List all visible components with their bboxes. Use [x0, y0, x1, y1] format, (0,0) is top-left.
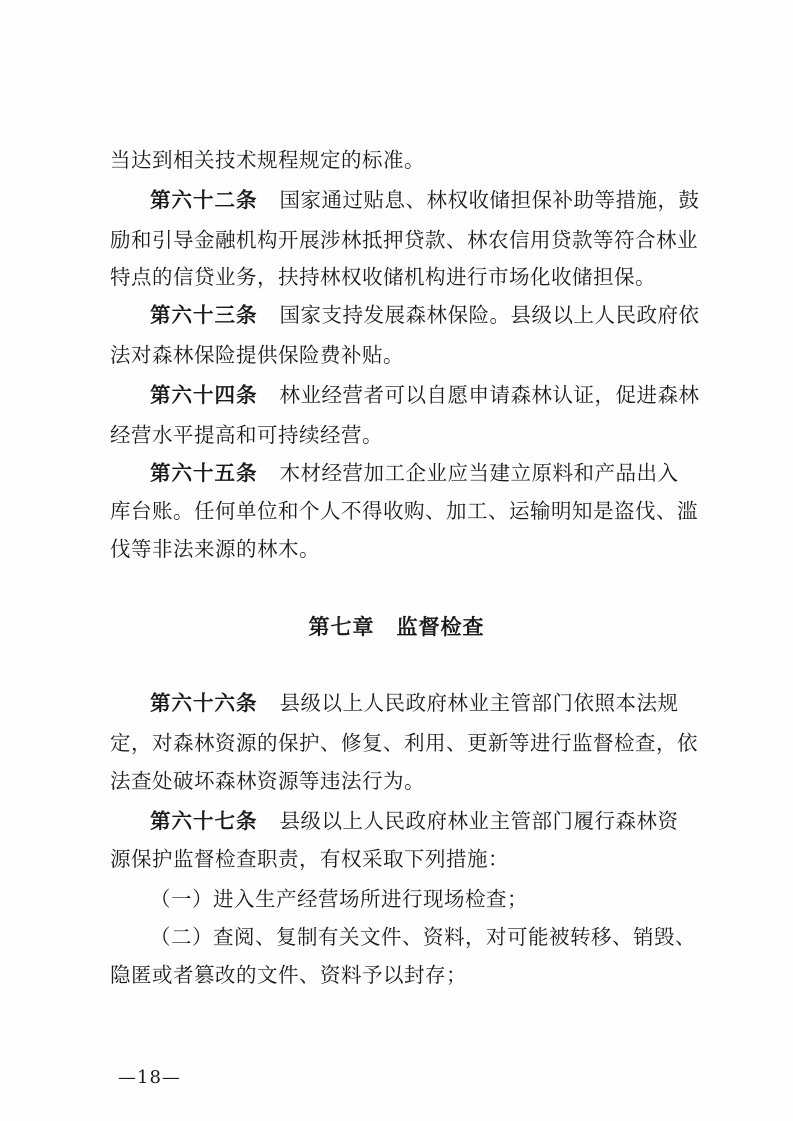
article-62-text: 特点的信贷业务，扶持林权收储机构进行市场化收储担保。: [110, 265, 656, 289]
chapter-number: 第七章: [308, 615, 375, 639]
article-65-text: 木材经营加工企业应当建立原料和产品出入: [279, 461, 679, 485]
article-65-text: 伐等非法来源的林木。: [110, 537, 320, 561]
article-66-text: 县级以上人民政府林业主管部门依照本法规: [279, 691, 679, 715]
article-62-line-3: [110, 262, 656, 292]
article-66-label: 第六十六条: [150, 691, 258, 715]
article-65-line-3: [110, 534, 320, 564]
page-number: —18—: [118, 1067, 181, 1088]
article-62-label: 第六十二条: [150, 188, 258, 212]
list-item-text: （二）查阅、复制有关文件、资料，对可能被转移、销毁、: [150, 925, 696, 949]
article-63-text: 国家支持发展森林保险。县级以上人民政府依: [279, 303, 700, 327]
article-62-line-2: [110, 225, 698, 255]
article-66-text: 定，对森林资源的保护、修复、利用、更新等进行监督检查，依: [110, 731, 698, 755]
article-63-line-1: [150, 300, 700, 330]
article-63-label: 第六十三条: [150, 303, 258, 327]
chapter-title: 监督检查: [396, 615, 485, 639]
article-62-text: 励和引导金融机构开展涉林抵押贷款、林农信用贷款等符合林业: [110, 228, 698, 252]
article-62-line-1: [150, 185, 700, 215]
article-63-line-2: [110, 340, 404, 370]
article-65-line-2: [110, 496, 698, 526]
text-line: [110, 145, 425, 175]
list-item-text: （一）进入生产经营场所进行现场检查；: [150, 887, 528, 911]
article-64-text: 林业经营者可以自愿申请森林认证，促进森林: [279, 383, 700, 407]
paragraph-continuation: 当达到相关技术规程规定的标准。: [110, 148, 425, 172]
list-item-2-line-2: [110, 960, 467, 990]
article-64-text: 经营水平提高和可持续经营。: [110, 423, 383, 447]
article-62-text: 国家通过贴息、林权收储担保补助等措施，鼓: [279, 188, 700, 212]
list-item-text: 隐匿或者篡改的文件、资料予以封存；: [110, 963, 467, 987]
article-63-text: 法对森林保险提供保险费补贴。: [110, 343, 404, 367]
article-65-text: 库台账。任何单位和个人不得收购、加工、运输明知是盗伐、滥: [110, 499, 698, 523]
article-65-label: 第六十五条: [150, 461, 258, 485]
article-66-line-1: [150, 688, 679, 718]
article-67-text: 源保护监督检查职责，有权采取下列措施：: [110, 847, 509, 871]
article-64-line-1: [150, 380, 700, 410]
article-65-line-1: [150, 458, 679, 488]
article-67-label: 第六十七条: [150, 809, 258, 833]
article-67-line-1: [150, 806, 679, 836]
chapter-heading: [0, 612, 793, 642]
article-64-label: 第六十四条: [150, 383, 258, 407]
article-66-line-2: [110, 728, 698, 758]
article-67-text: 县级以上人民政府林业主管部门履行森林资: [279, 809, 679, 833]
article-66-line-3: [110, 766, 425, 796]
article-66-text: 法查处破坏森林资源等违法行为。: [110, 769, 425, 793]
list-item-2-line-1: [150, 922, 696, 952]
article-67-line-2: [110, 844, 509, 874]
article-64-line-2: [110, 420, 383, 450]
list-item-1: [150, 884, 528, 914]
